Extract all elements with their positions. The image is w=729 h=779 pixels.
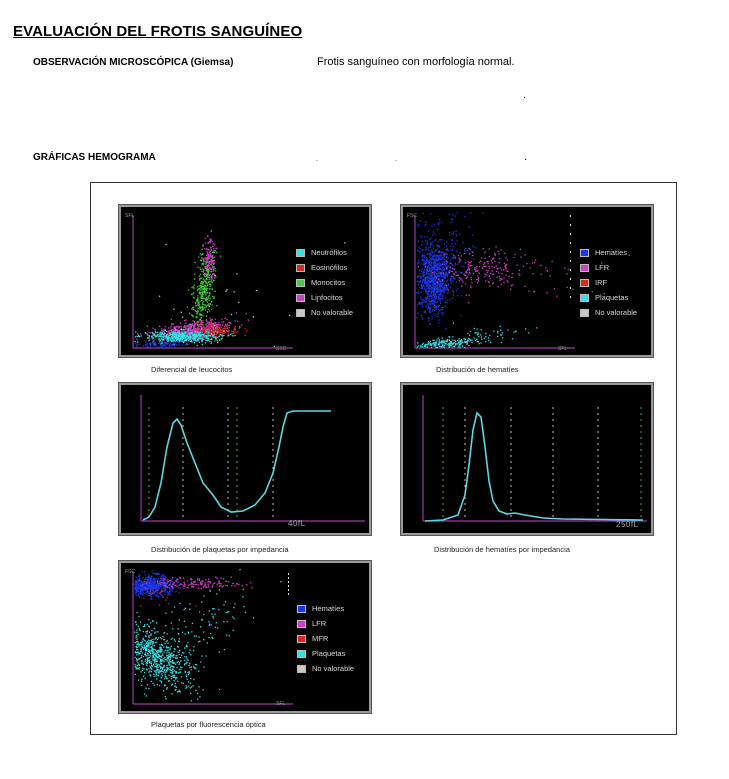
gate-tick — [288, 585, 289, 587]
wbc-legend — [296, 245, 353, 320]
report-title: EVALUACIÓN DEL FROTIS SANGUÍNEO — [13, 23, 303, 40]
legend-item — [297, 631, 354, 646]
legend-item — [296, 260, 353, 275]
legend-item — [296, 275, 353, 290]
legend-label: Hematíes — [595, 248, 628, 257]
rbc-legend — [580, 245, 637, 320]
y-axis-label: FSC — [125, 569, 135, 575]
legend-swatch — [297, 665, 306, 673]
legend-swatch — [580, 249, 589, 257]
legend-label: Monocitos — [311, 278, 346, 287]
wbc-differential-scatter — [119, 205, 371, 357]
gate-tick — [288, 581, 289, 583]
legend-swatch — [297, 620, 306, 628]
rbc-caption: Distribución de hematíes — [436, 365, 519, 374]
x-axis-label: SSC — [276, 346, 287, 352]
rbc-impedance-curve — [403, 385, 651, 533]
legend-item — [296, 245, 353, 260]
legend-swatch — [297, 650, 306, 658]
graphs-section-label: GRÁFICAS HEMOGRAMA — [33, 152, 156, 163]
legend-label: Plaquetas — [312, 649, 346, 658]
gate-tick — [288, 577, 289, 579]
gate-tick — [570, 278, 571, 280]
x-axis-label: SFL — [558, 346, 568, 352]
legend-item — [297, 616, 354, 631]
x-end-label: 40fL — [288, 519, 306, 528]
legend-swatch — [580, 279, 589, 287]
observation-label: OBSERVACIÓN MICROSCÓPICA (Giemsa) — [33, 57, 234, 68]
x-end-label: 250fL — [616, 520, 639, 529]
legend-label: IRF — [595, 278, 608, 287]
stray-dot: . — [524, 151, 528, 163]
stray-dot: . — [523, 89, 527, 101]
gate-tick — [570, 269, 571, 271]
stray-dot: . — [395, 156, 397, 163]
gate-tick — [570, 251, 571, 253]
rbc-imp-caption: Distribución de hematíes por impedancia — [434, 545, 570, 554]
legend-swatch — [296, 264, 305, 272]
observation-value: Frotis sanguíneo con morfología normal. — [317, 56, 515, 68]
legend-swatch — [580, 309, 589, 317]
plt-impedance-histogram — [119, 383, 371, 535]
legend-label: Hematíes — [312, 604, 345, 613]
lymph-tail — [202, 231, 217, 280]
legend-label: Neutrófilos — [311, 248, 347, 257]
legend-label: No valorable — [312, 664, 355, 673]
y-axis-label: FSC — [407, 213, 417, 219]
rbc-halo — [418, 212, 485, 316]
plt-f-legend — [297, 601, 354, 676]
y-axis-label: SFL — [125, 213, 135, 219]
gate-tick — [288, 589, 289, 591]
legend-label: No valorable — [311, 308, 354, 317]
plt-impedance-curve — [121, 385, 369, 533]
rbc-impedance-histogram — [401, 383, 653, 535]
gate-tick — [288, 593, 289, 595]
legend-label: LFR — [595, 263, 610, 272]
gate-tick — [570, 260, 571, 262]
legend-swatch — [296, 309, 305, 317]
gate-tick — [570, 224, 571, 226]
legend-item — [296, 290, 353, 305]
legend-label: No valorable — [595, 308, 638, 317]
legend-item — [296, 305, 353, 320]
legend-label: Eosinófilos — [311, 263, 348, 272]
legend-swatch — [580, 294, 589, 302]
legend-swatch — [296, 249, 305, 257]
stray-dot: . — [316, 156, 318, 163]
legend-item — [580, 305, 637, 320]
rbc-distribution-scatter — [401, 205, 653, 357]
legend-item — [297, 646, 354, 661]
legend-label: Linfocitos — [311, 293, 343, 302]
legend-item — [580, 260, 637, 275]
legend-item — [297, 661, 354, 676]
legend-swatch — [296, 279, 305, 287]
legend-item — [580, 245, 637, 260]
x-axis-label: SFL — [276, 701, 286, 707]
distribution-curve — [425, 413, 643, 521]
legend-label: MFR — [312, 634, 329, 643]
legend-label: LFR — [312, 619, 327, 628]
legend-swatch — [297, 635, 306, 643]
rbc-cloud — [134, 570, 181, 600]
plt-fluorescence-scatter — [119, 561, 371, 713]
gate-tick — [570, 287, 571, 289]
gate-tick — [570, 296, 571, 298]
plt-f-caption: Plaquetas por fluorescencia óptica — [151, 720, 266, 729]
legend-swatch — [580, 264, 589, 272]
rbc-cloud — [416, 223, 461, 345]
gate-tick — [570, 242, 571, 244]
legend-item — [580, 290, 637, 305]
platelet-cloud — [134, 612, 220, 702]
legend-item — [297, 601, 354, 616]
wbc-caption: Diferencial de leucocitos — [151, 365, 233, 374]
plt-imp-caption: Distribución de plaquetas por impedancia — [151, 545, 289, 554]
legend-label: Plaquetas — [595, 293, 629, 302]
gate-tick — [288, 573, 289, 575]
legend-item — [580, 275, 637, 290]
gate-tick — [570, 215, 571, 217]
gate-tick — [570, 233, 571, 235]
legend-swatch — [296, 294, 305, 302]
legend-swatch — [297, 605, 306, 613]
